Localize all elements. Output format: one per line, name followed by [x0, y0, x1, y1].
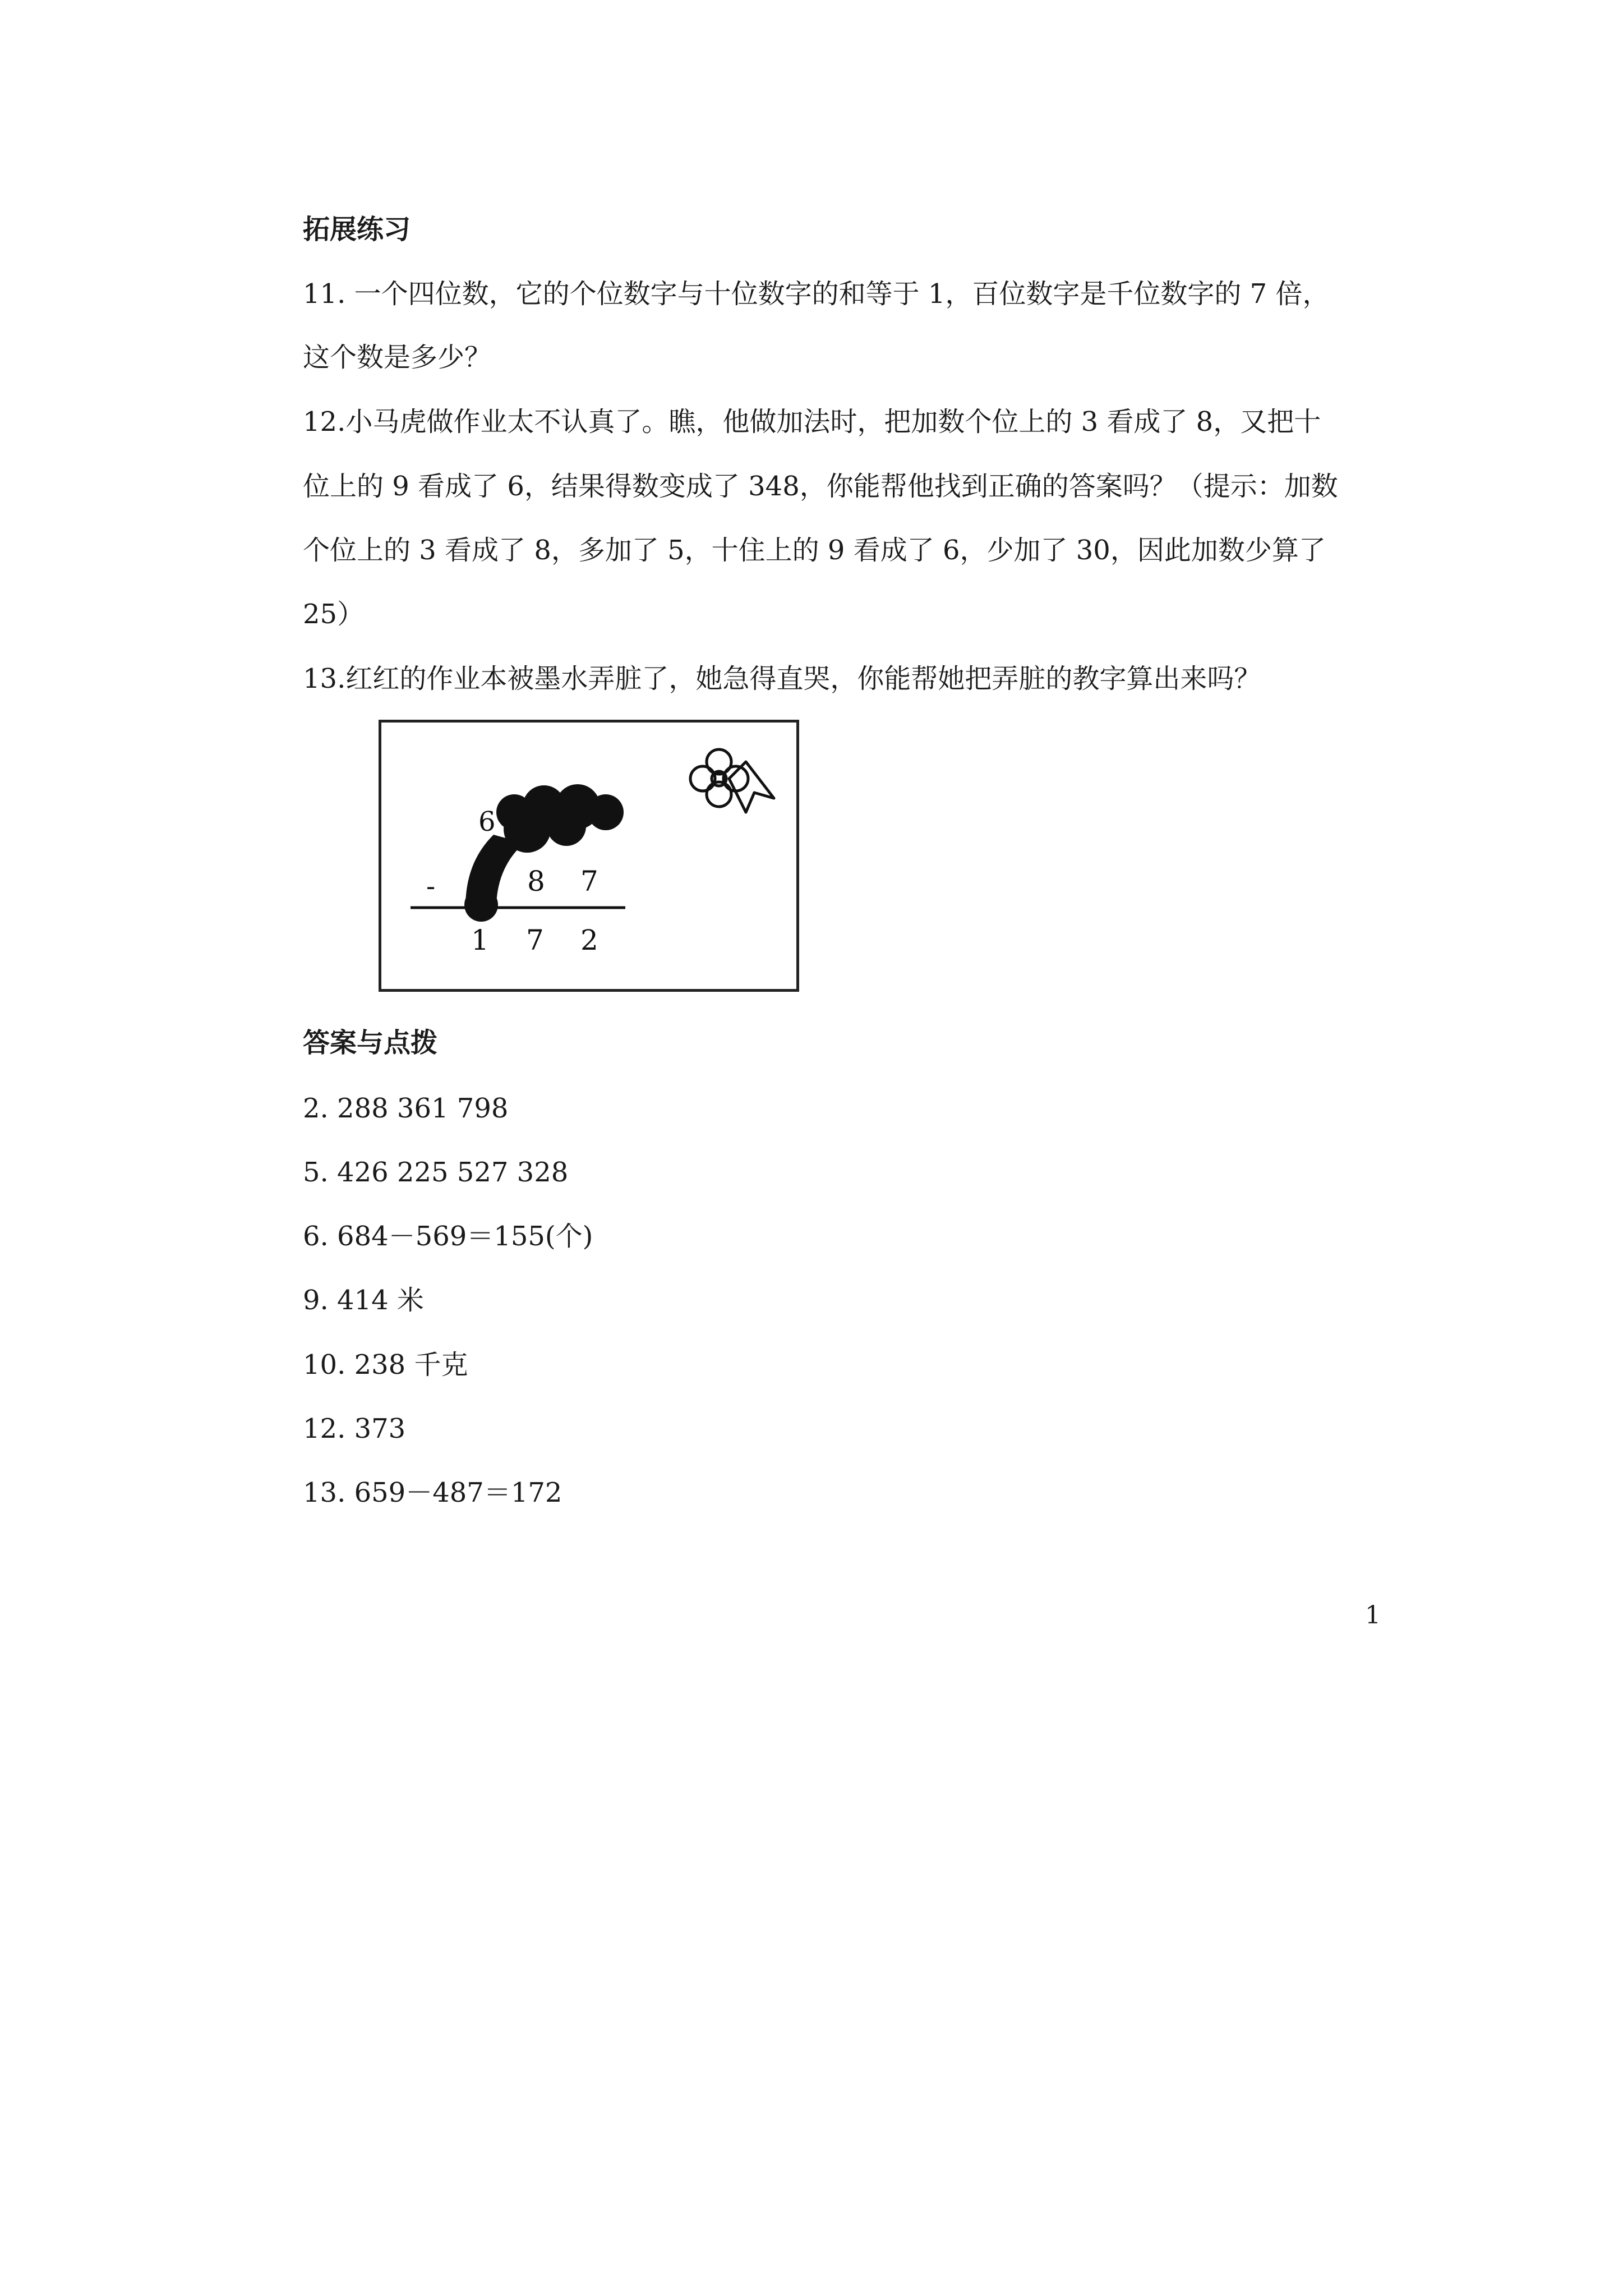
- answer-10: 10. 238 千克: [303, 1349, 468, 1381]
- answer-12: 12. 373: [303, 1413, 406, 1444]
- problem-12-line-1: 12.小马虎做作业太不认真了。瞧，他做加法时，把加数个位上的 3 看成了 8，又把十: [303, 406, 1321, 438]
- answer-6: 6. 684－569＝155(个): [303, 1221, 593, 1252]
- ink-blot: [464, 784, 624, 922]
- problem-12-line-4: 25）: [303, 599, 365, 630]
- ink-blot-figure: [379, 720, 799, 992]
- answer-13: 13. 659－487＝172: [303, 1477, 562, 1508]
- answer-5: 5. 426 225 527 328: [303, 1157, 569, 1188]
- section-title: 拓展练习: [303, 214, 411, 245]
- problem-11-line-1: 11. 一个四位数，它的个位数字与十位数字的和等于 1，百位数字是千位数字的 7 倍，: [303, 278, 1330, 310]
- subtrahend-units-digit: 7: [580, 865, 598, 898]
- answers-title: 答案与点拨: [303, 1027, 438, 1059]
- result-tens-digit: 7: [526, 924, 544, 956]
- problem-12-line-3: 个位上的 3 看成了 8，多加了 5，十住上的 9 看成了 6，少加了 30，因此加数少算了: [303, 535, 1326, 566]
- result-units-digit: 2: [580, 924, 598, 956]
- problem-12-line-2: 位上的 9 看成了 6，结果得数变成了 348，你能帮他找到正确的答案吗？（提示：加数: [303, 471, 1338, 502]
- answer-2: 2. 288 361 798: [303, 1093, 509, 1124]
- minus-sign: -: [426, 871, 436, 902]
- page-number: 1: [1365, 1601, 1381, 1630]
- problem-13-line-1: 13.红红的作业本被墨水弄脏了，她急得直哭，你能帮她把弄脏的教字算出来吗？: [303, 663, 1261, 694]
- subtraction-figure-svg: [381, 723, 796, 989]
- problem-11-line-2: 这个数是多少？: [303, 342, 492, 373]
- answer-9: 9. 414 米: [303, 1285, 424, 1316]
- flower-icon: [690, 749, 774, 812]
- minuend-hundreds-digit: 6: [478, 806, 496, 838]
- subtrahend-tens-digit: 8: [527, 865, 545, 898]
- result-hundreds-digit: 1: [471, 924, 489, 956]
